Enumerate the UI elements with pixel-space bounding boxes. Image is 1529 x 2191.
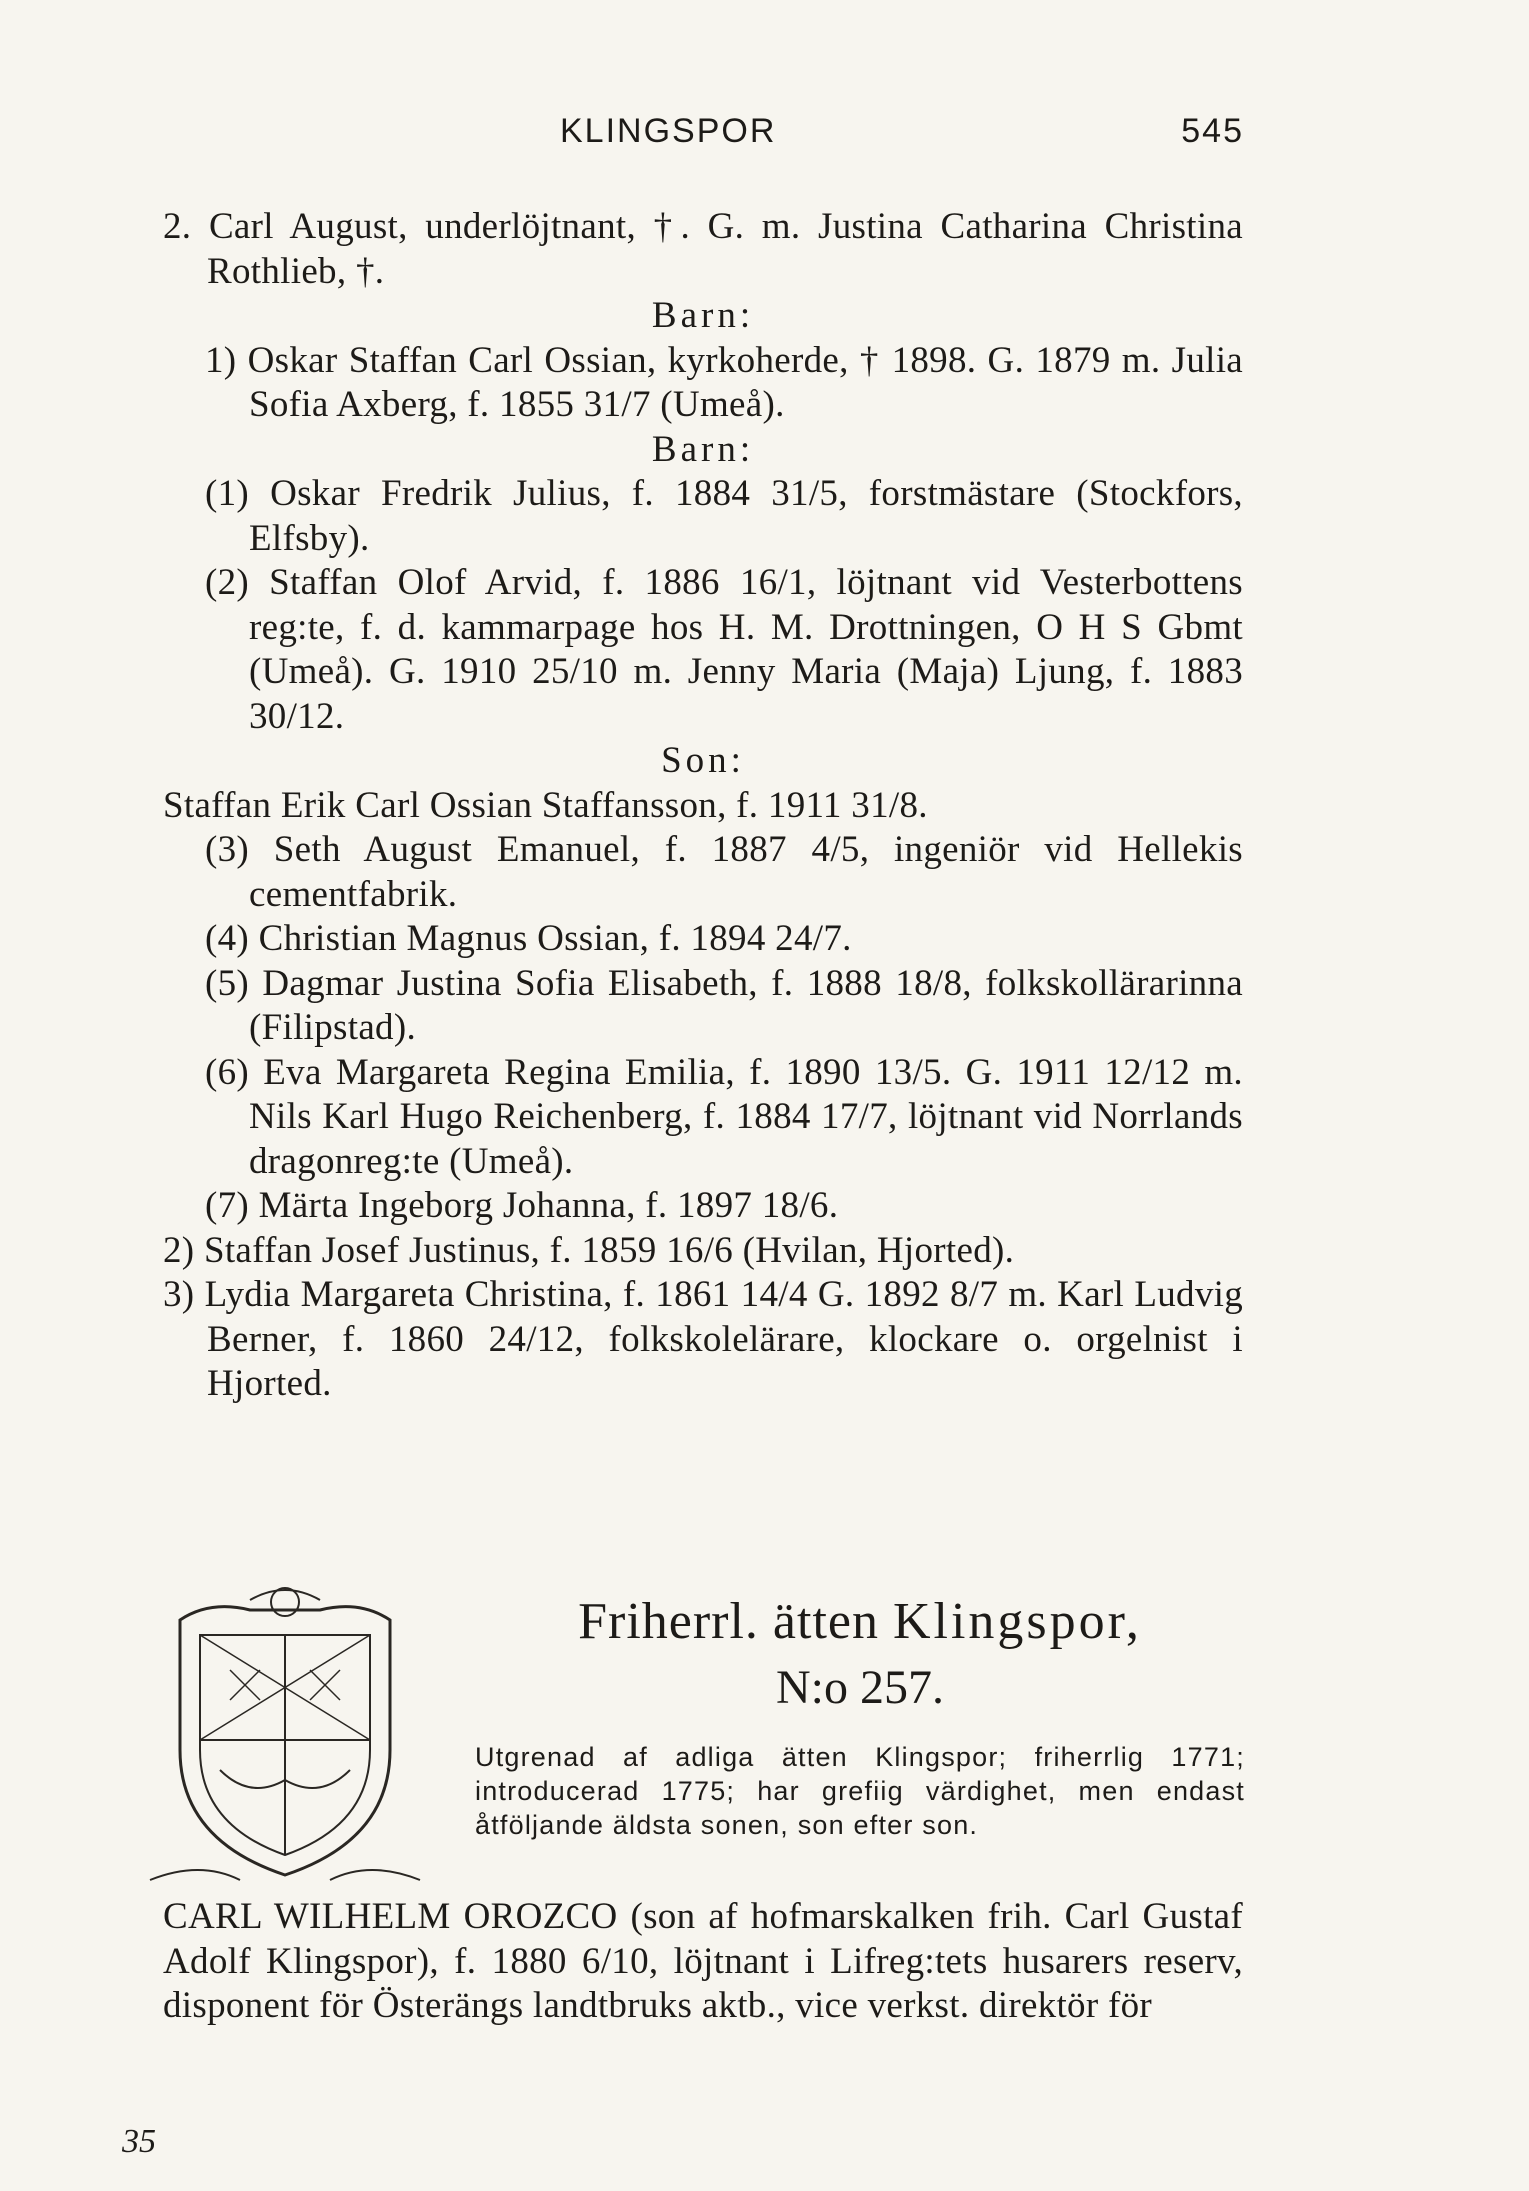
carl-wilhelm-entry bbox=[163, 1895, 1243, 2029]
carl-wilhelm-text: CARL WILHELM OROZCO (son af hofmarskalken frih. Carl Gustaf Adolf Klingspor), f. 1880 6/10, löjtnant i Lifreg:tets husarers reserv, disponent för Österängs landtbruks aktb., vice verkst. direktör för bbox=[163, 1896, 1243, 2026]
child-entry-7: (7) Märta Ingeborg Johanna, f. 1897 18/6. bbox=[205, 1185, 839, 1226]
barony-section bbox=[140, 1580, 1250, 1890]
barn-heading-2: Barn: bbox=[651, 428, 755, 470]
coat-of-arms-icon bbox=[140, 1580, 430, 1890]
page-number: 545 bbox=[1181, 112, 1244, 150]
signature-mark: 35 bbox=[122, 2123, 156, 2160]
section-description: Utgrenad af adliga ätten Klingspor; friherrlig 1771; introducerad 1775; har grefiig värdighet, men endast åtföljande äldsta sonen, son efter son. bbox=[475, 1742, 1245, 1840]
child-entry-6: (6) Eva Margareta Regina Emilia, f. 1890 13/5. G. 1911 12/12 m. Nils Karl Hugo Reichenberg, f. 1884 17/7, löjtnant vid Norrlands dragonreg:te (Umeå). bbox=[205, 1051, 1243, 1182]
section-title-name: Klingspor, bbox=[892, 1593, 1142, 1650]
entry-lydia: 3) Lydia Margareta Christina, f. 1861 14/4 G. 1892 8/7 m. Karl Ludvig Berner, f. 1860 24/12, folkskolelärare, klockare o. orgelnist i Hjorted. bbox=[163, 1274, 1243, 1404]
entry-carl-august: 2. Carl August, underlöjtnant, †. G. m. Justina Catharina Christina Rothlieb, †. bbox=[163, 206, 1243, 292]
child-entry-4: (4) Christian Magnus Ossian, f. 1894 24/7. bbox=[205, 918, 852, 959]
genealogy-entries bbox=[163, 205, 1243, 1407]
child-entry-5: (5) Dagmar Justina Sofia Elisabeth, f. 1888 18/8, folkskollärarinna (Filipstad). bbox=[205, 962, 1243, 1048]
child-entry-2: (2) Staffan Olof Arvid, f. 1886 16/1, löjtnant vid Vesterbottens reg:te, f. d. kammarpage hos H. M. Drottningen, O H S Gbmt (Umeå). G. 1910 25/10 m. Jenny Maria (Maja) Ljung, f. 1883 30/12. bbox=[205, 562, 1243, 737]
section-number: N:o 257. bbox=[776, 1661, 944, 1714]
section-title-prefix: Friherrl. ätten bbox=[578, 1593, 893, 1650]
running-title: KLINGSPOR bbox=[560, 112, 777, 150]
son-heading: Son: bbox=[661, 740, 745, 781]
barn-heading-1: Barn: bbox=[651, 295, 755, 336]
entry-staffan-josef: 2) Staffan Josef Justinus, f. 1859 16/6 (Hvilan, Hjorted). bbox=[163, 1229, 1015, 1271]
grandson-entry: Staffan Erik Carl Ossian Staffansson, f. 1911 31/8. bbox=[163, 784, 928, 826]
child-entry-3: (3) Seth August Emanuel, f. 1887 4/5, ingeniör vid Hellekis cementfabrik. bbox=[205, 829, 1243, 915]
section-title bbox=[470, 1592, 1250, 1651]
running-head bbox=[560, 112, 1244, 151]
child-entry-1: (1) Oskar Fredrik Julius, f. 1884 31/5, forstmästare (Stockfors, Elfsby). bbox=[205, 473, 1243, 559]
entry-oskar-staffan: 1) Oskar Staffan Carl Ossian, kyrkoherde, † 1898. G. 1879 m. Julia Sofia Axberg, f. 1855 31/7 (Umeå). bbox=[205, 339, 1243, 425]
